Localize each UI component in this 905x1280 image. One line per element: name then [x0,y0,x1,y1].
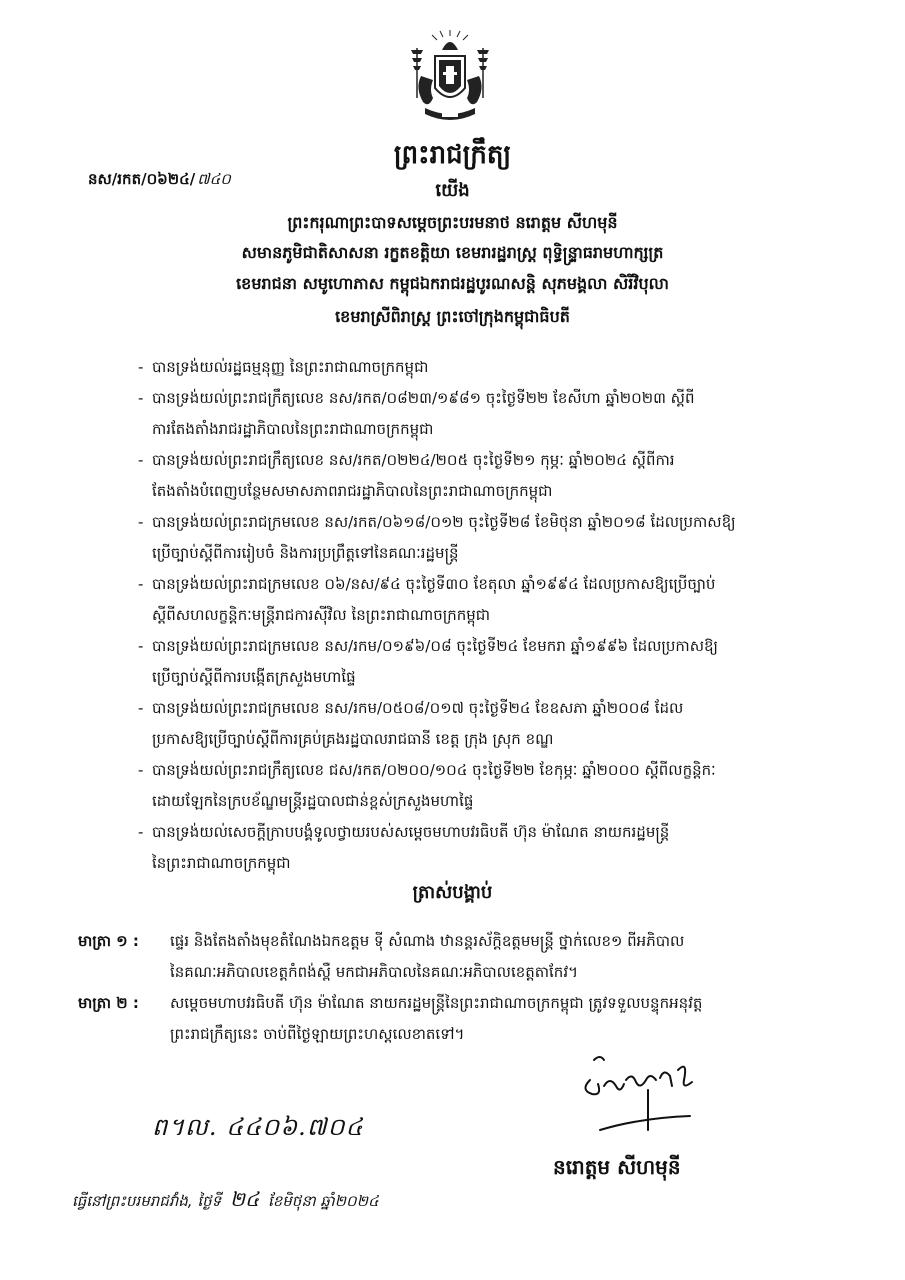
place-and-date [72,1186,379,1216]
consideration-item: - បានទ្រង់យល់ព្រះរាជក្រមលេខ ០៦/នស/៩៤ ចុះថ្ងៃទី៣០ ខែតុលា ឆ្នាំ១៩៩៤ ដែលប្រកាសឱ្យប្រើច្បាប់ ស្តីពីសហលក្ខន្តិកៈមន្ត្រីរាជការស៊ីវិល នៃព្រះរាជាណាចក្រកម្ពុជា [138,569,858,631]
royal-signature [560,1050,730,1140]
consideration-item: - បានទ្រង់យល់ព្រះរាជក្រមលេខ នស/រកម/០១៩៦/០៨ ចុះថ្ងៃទី២៤ ខែមករា ឆ្នាំ១៩៩៦ ដែលប្រកាសឱ្យ ប្រើច្បាប់ស្តីពីការបង្កើតក្រសួងមហាផ្ទៃ [138,631,858,693]
reference-number-printed: នស/រកត/០៦២៤/ [88,170,196,188]
king-title-line-2: សមានភូមិជាតិសាសនា រក្ខតខត្តិយា ខេមរារដ្ឋរាស្ត្រ ពុទ្ធិន្ទ្រាធរាមហាក្សត្រ [241,243,664,262]
king-title-line-1: ព្រះករុណាព្រះបាទសម្តេចព្រះបរមនាថ នរោត្តម សីហមុនី [287,213,618,232]
signer-name: នរោត្តម សីហមុនី [553,1155,681,1179]
we-heading: យើង [435,180,470,201]
article-label: មាត្រា ២ : [78,994,139,1012]
king-title-line-3: ខេមរាជនា សមូហោភាស កម្ពុជឯករាជរដ្ឋបូរណសន្តិ សុភមង្គលា សិរីវិបុលា [236,274,669,293]
considerations-list [138,352,858,879]
reference-number-handwritten: ៧៤០ [197,170,231,188]
decree-heading: ត្រាស់បង្គាប់ [412,882,493,903]
consideration-item: - បានទ្រង់យល់ព្រះរាជក្រមលេខ នស/រកត/០៦១៨/០១២ ចុះថ្ងៃទី២៨ ខែមិថុនា ឆ្នាំ២០១៨ ដែលប្រកាសឱ្យ ប្រើច្បាប់ស្តីពីការរៀបចំ និងការប្រព្រឹត្តទៅនៃគណៈរដ្ឋមន្ត្រី [138,507,858,569]
article-label: មាត្រា ១ : [78,932,139,950]
article-1 [78,926,858,981]
royal-coat-of-arms-icon [395,28,505,128]
place-date-day: ២៤ [229,1187,260,1211]
article-text: សម្តេចមហាបវរធិបតី ហ៊ុន ម៉ាណែត នាយករដ្ឋមន្ត្រីនៃព្រះរាជាណាចក្រកម្ពុជា ត្រូវទទួលបន្ទុកអនុវត្ត ព្រះរាជក្រឹត្យនេះ ចាប់ពីថ្ងៃឡាយព្រះហស្តលេខាតទៅ។ [170,994,703,1043]
consideration-item: - បានទ្រង់យល់រដ្ឋធម្មនុញ្ញ នៃព្រះរាជាណាចក្រកម្ពុជា [138,352,858,383]
document-title: ព្រះរាជក្រឹត្យ [393,140,512,170]
consideration-item: - បានទ្រង់យល់ព្រះរាជក្រឹត្យលេខ នស/រកត/០២២៤/២០៥ ចុះថ្ងៃទី២១ កុម្ភៈ ឆ្នាំ២០២៤ ស្តីពីការ តែងតាំងបំពេញបន្ថែមសមាសភាពរាជរដ្ឋាភិបាលនៃព្រះរាជាណាចក្រកម្ពុជា [138,445,858,507]
article-2 [78,988,858,1043]
consideration-item: - បានទ្រង់យល់ព្រះរាជក្រឹត្យលេខ ជស/រកត/០២០០/១០៤ ចុះថ្ងៃទី២២ ខែកុម្ភៈ ឆ្នាំ២០០០ ស្តីពីលក្ខន្តិកៈ ដោយឡែកនៃក្របខ័ណ្ឌមន្ត្រីរដ្ឋបាលជាន់ខ្ពស់ក្រសួងមហាផ្ទៃ [138,755,858,817]
consideration-item: - បានទ្រង់យល់ព្រះរាជក្រមលេខ នស/រកម/០៥០៨/០១៧ ចុះថ្ងៃទី២៤ ខែឧសភា ឆ្នាំ២០០៨ ដែល ប្រកាសឱ្យប្រើច្បាប់ស្តីពីការគ្រប់គ្រងរដ្ឋបាលរាជធានី ខេត្ត ក្រុង ស្រុក ខណ្ឌ [138,693,858,755]
handwritten-reference: ព។ល. ៤៤០៦.៧០៤ [152,1113,364,1141]
consideration-item: - បានទ្រង់យល់ព្រះរាជក្រឹត្យលេខ នស/រកត/០៨២៣/១៩៨១ ចុះថ្ងៃទី២២ ខែសីហា ឆ្នាំ២០២៣ ស្តីពី ការតែងតាំងរាជរដ្ឋាភិបាលនៃព្រះរាជាណាចក្រកម្ពុជា [138,383,858,445]
article-text: ផ្ទេរ និងតែងតាំងមុខតំណែងឯកឧត្តម ទ៉ី សំណាង ឋានន្តរស័ក្តិឧត្តមមន្ត្រី ថ្នាក់លេខ១ ពីអភិបាល នៃគណៈអភិបាលខេត្តកំពង់ស្ពឺ មកជាអភិបាលនៃគណៈអភិបាលខេត្តតាកែវ។ [170,932,685,981]
consideration-item: - បានទ្រង់យល់សេចក្តីក្រាបបង្គំទូលថ្វាយរបស់សម្តេចមហាបវរធិបតី ហ៊ុន ម៉ាណែត នាយករដ្ឋមន្ត្រី នៃព្រះរាជាណាចក្រកម្ពុជា [138,817,858,879]
king-title-line-4: ខេមរាស្រីពិរាស្ត្រ ព្រះចៅក្រុងកម្ពុជាធិបតី [335,307,570,326]
place-date-prefix: ធ្វើនៅព្រះបរមរាជវាំង, ថ្ងៃទី [72,1192,222,1210]
place-date-suffix: ខែមិថុនា ឆ្នាំ២០២៤ [268,1192,379,1210]
